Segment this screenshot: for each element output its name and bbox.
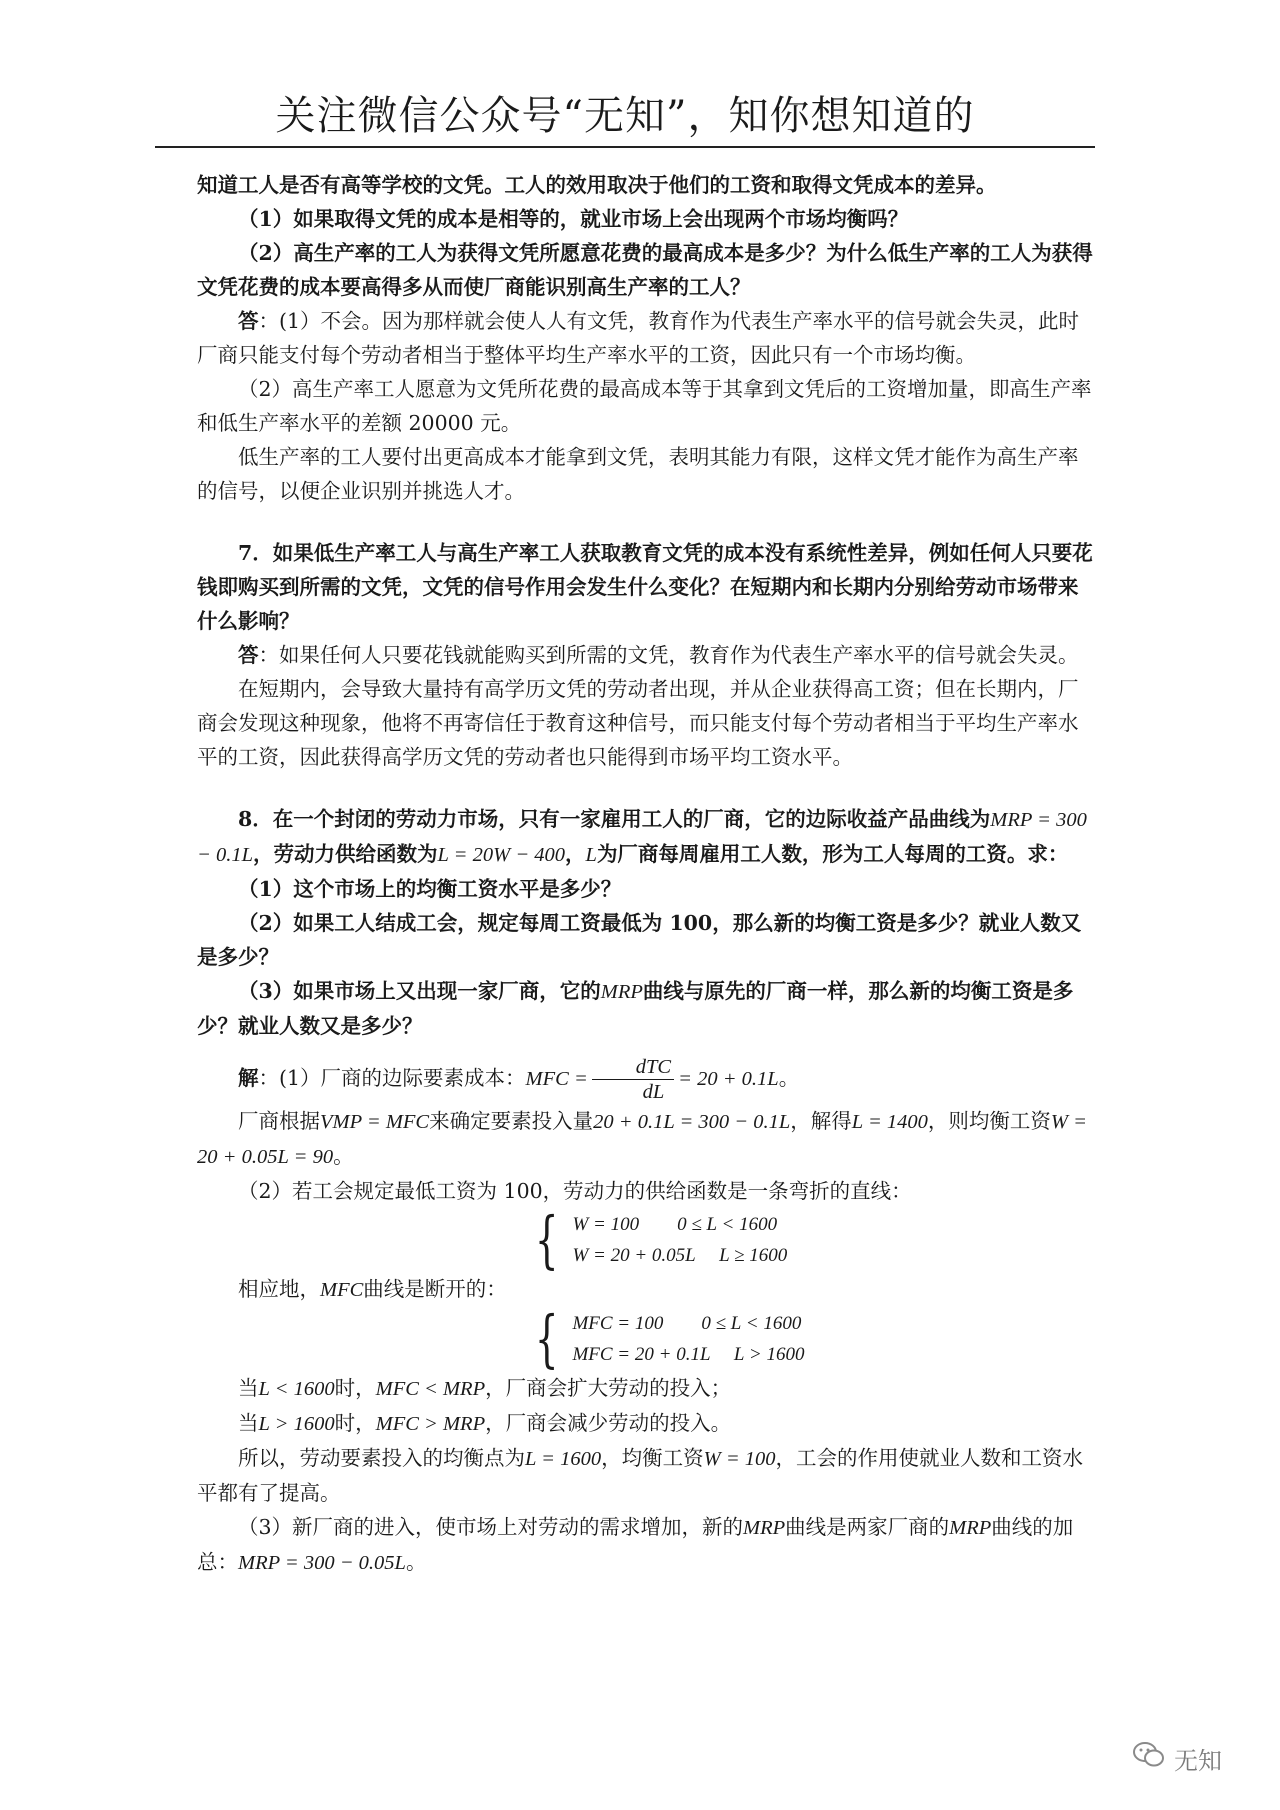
question-part-2: （2）如果工人结成工会，规定每周工资最低为 100，那么新的均衡工资是多少？就业人数又是多少？: [197, 911, 1082, 969]
solution-paragraph: 解：(1）厂商的边际要素成本：MFC = $\frac{\text{dTC}}{dL}$ = 20 + 0.1L。: [238, 1056, 800, 1103]
question-7: 7．如果低生产率工人与高生产率工人获取教育文凭的成本没有系统性差异，例如任何人只要花钱即购买到所需的文凭，文凭的信号作用会发生什么变化？在短期内和长期内分别给劳动市场带来什么影响？: [197, 541, 1093, 633]
page-header-title: 关注微信公众号“无知”，知你想知道的: [275, 93, 975, 139]
question-part-1: （1）如果取得文凭的成本是相等的，就业市场上会出现两个市场均衡吗？: [238, 207, 909, 231]
solution-paragraph: （3）新厂商的进入，使市场上对劳动的需求增加，新的MRP曲线是两家厂商的MRP曲线的加总：MRP = 300 − 0.05L。: [197, 1515, 1074, 1574]
solution-paragraph: （2）若工会规定最低工资为 100，劳动力的供给函数是一条弯折的直线：: [238, 1179, 912, 1203]
watermark: [1132, 1740, 1222, 1776]
solution-paragraph: 相应地，MFC曲线是断开的：: [238, 1277, 507, 1301]
question-part-2: （2）高生产率的工人为获得文凭所愿意花费的最高成本是多少？为什么低生产率的工人为获得文凭花费的成本要高得多从而使厂商能识别高生产率的工人？: [197, 241, 1093, 299]
answer-paragraph: 答：如果任何人只要花钱就能购买到所需的文凭，教育作为代表生产率水平的信号就会失灵。: [238, 643, 1079, 667]
solution-paragraph: 所以，劳动要素投入的均衡点为L = 1600，均衡工资W = 100，工会的作用使就业人数和工资水平都有了提高。: [197, 1446, 1084, 1505]
paragraph: 知道工人是否有高等学校的文凭。工人的效用取决于他们的工资和取得文凭成本的差异。: [197, 173, 997, 197]
answer-paragraph: 答：(1）不会。因为那样就会使人人有文凭，教育作为代表生产率水平的信号就会失灵，此时厂商只能支付每个劳动者相当于整体平均生产率水平的工资，因此只有一个市场均衡。: [197, 309, 1080, 367]
wechat-icon: [1132, 1740, 1166, 1776]
watermark-label: 无知: [1174, 1746, 1222, 1775]
solution-label: 解: [238, 1066, 259, 1090]
solution-paragraph: 当L < 1600时，MFC < MRP，厂商会扩大劳动的投入；: [238, 1376, 732, 1400]
fraction: $\frac{\text{dTC}}{dL}$: [592, 1055, 674, 1104]
piecewise-equation: { W = 100 0 ≤ L < 1600 W = 20 + 0.05L L ≥ 1600: [534, 1203, 788, 1276]
question-part-1: （1）这个市场上的均衡工资水平是多少？: [238, 877, 622, 901]
solution-paragraph: 当L > 1600时，MFC > MRP，厂商会减少劳动的投入。: [238, 1411, 732, 1435]
answer-paragraph: 低生产率的工人要付出更高成本才能拿到文凭，表明其能力有限，这样文凭才能作为高生产率的信号，以便企业识别并挑选人才。: [197, 445, 1079, 503]
piecewise-equation: { MFC = 100 0 ≤ L < 1600 MFC = 20 + 0.1L L > 1600: [534, 1302, 805, 1375]
header-divider: [155, 146, 1095, 148]
math-expression: L = 20W − 400: [437, 844, 566, 866]
solution-paragraph: 厂商根据VMP = MFC来确定要素投入量20 + 0.1L = 300 − 0.1L，解得L = 1400，则均衡工资W = 20 + 0.05L = 90。: [197, 1109, 1087, 1168]
question-8: 8．在一个封闭的劳动力市场，只有一家雇用工人的厂商，它的边际收益产品曲线为MRP = 300 − 0.1L，劳动力供给函数为L = 20W − 400，L为厂商每周雇用工人数，形为工人每周的工资。求：: [197, 807, 1087, 866]
question-part-3: （3）如果市场上又出现一家厂商，它的MRP曲线与原先的厂商一样，那么新的均衡工资是多少？就业人数又是多少？: [197, 979, 1074, 1038]
document-body: [197, 168, 1097, 1580]
answer-label: 答: [238, 309, 259, 333]
answer-paragraph: 在短期内，会导致大量持有高学历文凭的劳动者出现，并从企业获得高工资；但在长期内，厂商会发现这种现象，他将不再寄信任于教育这种信号，而只能支付每个劳动者相当于平均生产率水平的工资，因此获得高学历文凭的劳动者也只能得到市场平均工资水平。: [197, 677, 1079, 769]
math-expression: MRP: [600, 981, 643, 1003]
math-expression: MRP = 300 − 0.1L: [197, 809, 1087, 866]
answer-label: 答: [238, 643, 259, 667]
math-expression: L: [585, 844, 597, 866]
answer-paragraph: （2）高生产率工人愿意为文凭所花费的最高成本等于其拿到文凭后的工资增加量，即高生产率和低生产率水平的差额 20000 元。: [197, 377, 1092, 435]
